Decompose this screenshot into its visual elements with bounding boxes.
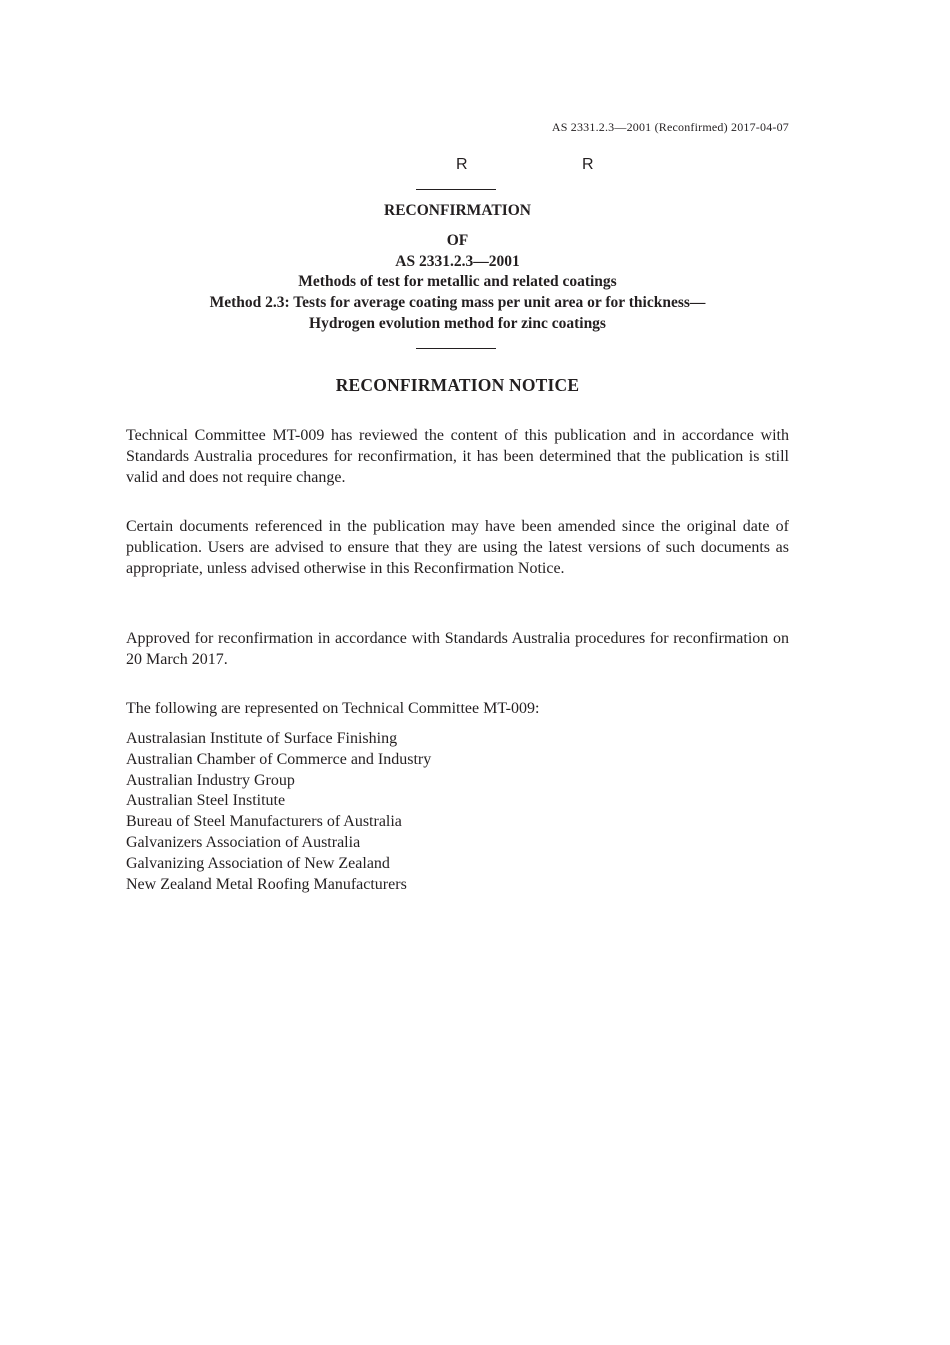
title-reconfirmation: RECONFIRMATION: [384, 202, 531, 219]
title-standard-number: AS 2331.2.3—2001: [395, 252, 520, 270]
paragraph-approval: Approved for reconfirmation in accordance with Standards Australia procedures for reconfirmation on 20 March 2017.: [126, 630, 789, 668]
list-item: Australian Industry Group: [126, 771, 295, 789]
divider-bottom: [416, 348, 496, 349]
organization-list: [126, 729, 431, 895]
paragraph-review: Technical Committee MT-009 has reviewed the content of this publication and in accordance with Standards Australia procedures for reconfirmation, it has been determined that the publication is still valid and does not require change.: [126, 427, 789, 486]
list-item: Bureau of Steel Manufacturers of Australia: [126, 813, 402, 831]
list-item: Australian Steel Institute: [126, 792, 286, 810]
mark-right: R: [582, 156, 594, 173]
divider-top: [416, 189, 496, 190]
list-item: Australian Chamber of Commerce and Industry: [126, 750, 432, 768]
mark-left: R: [456, 156, 468, 173]
list-item: Galvanizing Association of New Zealand: [126, 854, 390, 872]
title-of: OF: [446, 231, 469, 249]
document-reference: AS 2331.2.3—2001 (Reconfirmed) 2017-04-07: [551, 120, 789, 134]
paragraph-references: Certain documents referenced in the publication may have been amended since the original date of publication. Users are advised to ensure that they are using the latest versions of such documents as appropriate, unless advised otherwise in this Reconfirmation Notice.: [126, 518, 789, 577]
list-item: Galvanizers Association of Australia: [126, 833, 361, 851]
notice-heading: RECONFIRMATION NOTICE: [335, 375, 580, 395]
list-item: New Zealand Metal Roofing Manufacturers: [126, 875, 407, 893]
title-series-name: Methods of test for metallic and related coatings: [298, 273, 617, 291]
title-method-subtitle: Hydrogen evolution method for zinc coatings: [309, 314, 606, 332]
committee-intro: The following are represented on Technical Committee MT-009:: [126, 700, 540, 717]
title-block: [0, 201, 915, 335]
title-method-name: Method 2.3: Tests for average coating mass per unit area or for thickness—: [209, 294, 706, 312]
list-item: Australasian Institute of Surface Finishing: [126, 730, 398, 747]
